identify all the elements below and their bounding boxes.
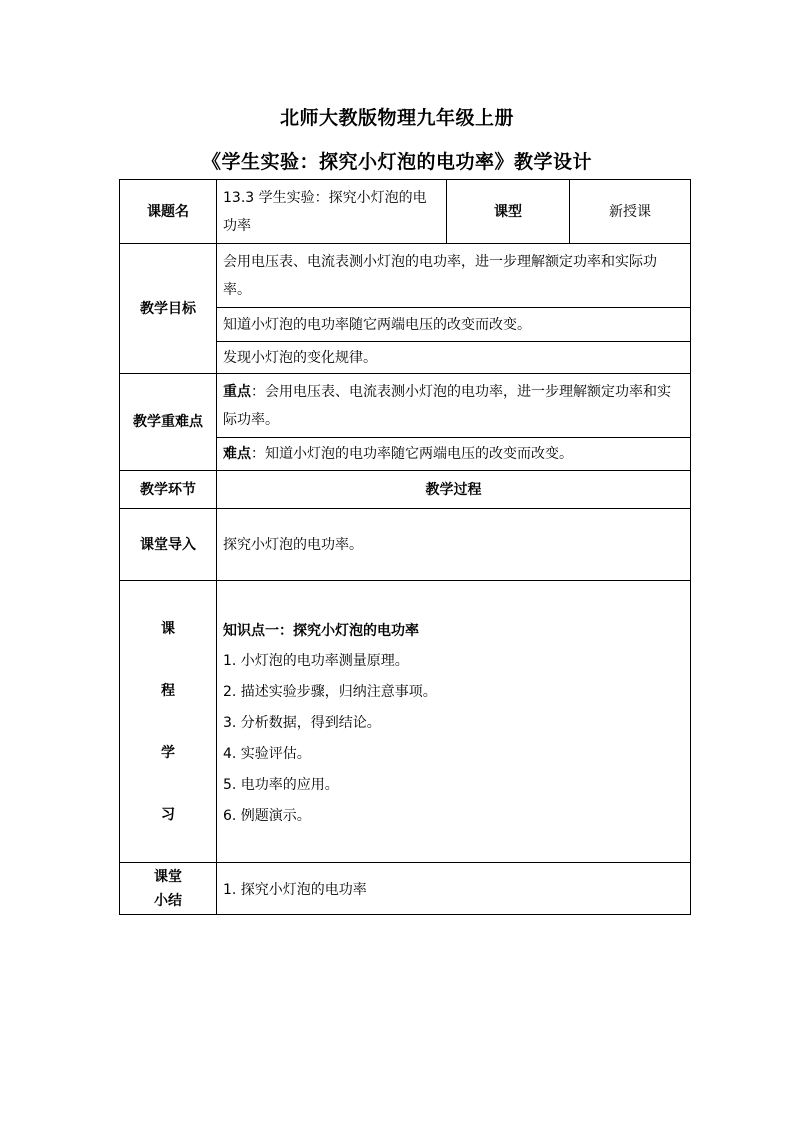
course-step: 5. 电功率的应用。 bbox=[223, 776, 339, 793]
lesson-type-label: 课型 bbox=[447, 180, 570, 244]
course-label-char: 学 bbox=[161, 744, 175, 761]
course-label-char: 课 bbox=[161, 620, 175, 637]
course-step: 4. 实验评估。 bbox=[223, 745, 311, 762]
summary-label-line: 课堂 bbox=[154, 868, 182, 885]
summary-label bbox=[120, 863, 217, 915]
difficult-point-text: 知道小灯泡的电功率随它两端电压的改变而改变。 bbox=[265, 446, 573, 462]
course-step: 1. 小灯泡的电功率测量原理。 bbox=[223, 652, 409, 669]
key-point-cell: 重点：会用电压表、电流表测小灯泡的电功率，进一步理解额定功率和实际功率。 bbox=[217, 374, 691, 438]
intro-text: 探究小灯泡的电功率。 bbox=[217, 509, 691, 581]
topic-row bbox=[120, 180, 691, 244]
teaching-stage-header: 教学环节 bbox=[120, 471, 217, 509]
difficult-point-cell: 难点：知道小灯泡的电功率随它两端电压的改变而改变。 bbox=[217, 438, 691, 471]
lesson-plan-table bbox=[119, 179, 691, 915]
course-label bbox=[120, 581, 217, 863]
course-step: 6. 例题演示。 bbox=[223, 807, 311, 824]
intro-row bbox=[120, 509, 691, 581]
summary-text: 1. 探究小灯泡的电功率 bbox=[217, 863, 691, 915]
course-label-char: 习 bbox=[161, 806, 175, 823]
objectives-label: 教学目标 bbox=[120, 244, 217, 374]
objective-item: 知道小灯泡的电功率随它两端电压的改变而改变。 bbox=[217, 308, 691, 342]
topic-value: 13.3 学生实验：探究小灯泡的电功率 bbox=[217, 180, 447, 244]
course-step: 2. 描述实验步骤，归纳注意事项。 bbox=[223, 683, 437, 700]
summary-row bbox=[120, 863, 691, 915]
key-point-text: 会用电压表、电流表测小灯泡的电功率，进一步理解额定功率和实际功率。 bbox=[223, 383, 671, 428]
objective-item: 会用电压表、电流表测小灯泡的电功率，进一步理解额定功率和实际功率。 bbox=[217, 244, 691, 308]
knowledge-point-heading: 知识点一：探究小灯泡的电功率 bbox=[223, 622, 419, 639]
objective-item: 发现小灯泡的变化规律。 bbox=[217, 342, 691, 374]
key-point-label: 重点 bbox=[223, 383, 251, 400]
course-step: 3. 分析数据，得到结论。 bbox=[223, 714, 381, 731]
intro-label: 课堂导入 bbox=[120, 509, 217, 581]
key-points-label: 教学重难点 bbox=[120, 374, 217, 471]
summary-label-line: 小结 bbox=[154, 892, 182, 909]
teaching-process-header: 教学过程 bbox=[217, 471, 691, 509]
topic-label: 课题名 bbox=[120, 180, 217, 244]
lesson-type-value: 新授课 bbox=[570, 180, 691, 244]
document-subtitle: 《学生实验：探究小灯泡的电功率》教学设计 bbox=[201, 151, 592, 173]
key-points-row bbox=[120, 374, 691, 438]
course-label-char: 程 bbox=[161, 682, 175, 699]
course-row bbox=[120, 581, 691, 863]
document-title: 北师大教版物理九年级上册 bbox=[279, 107, 514, 129]
difficult-point-label: 难点 bbox=[223, 446, 251, 462]
process-header-row bbox=[120, 471, 691, 509]
course-content bbox=[217, 581, 691, 863]
objectives-row bbox=[120, 244, 691, 308]
